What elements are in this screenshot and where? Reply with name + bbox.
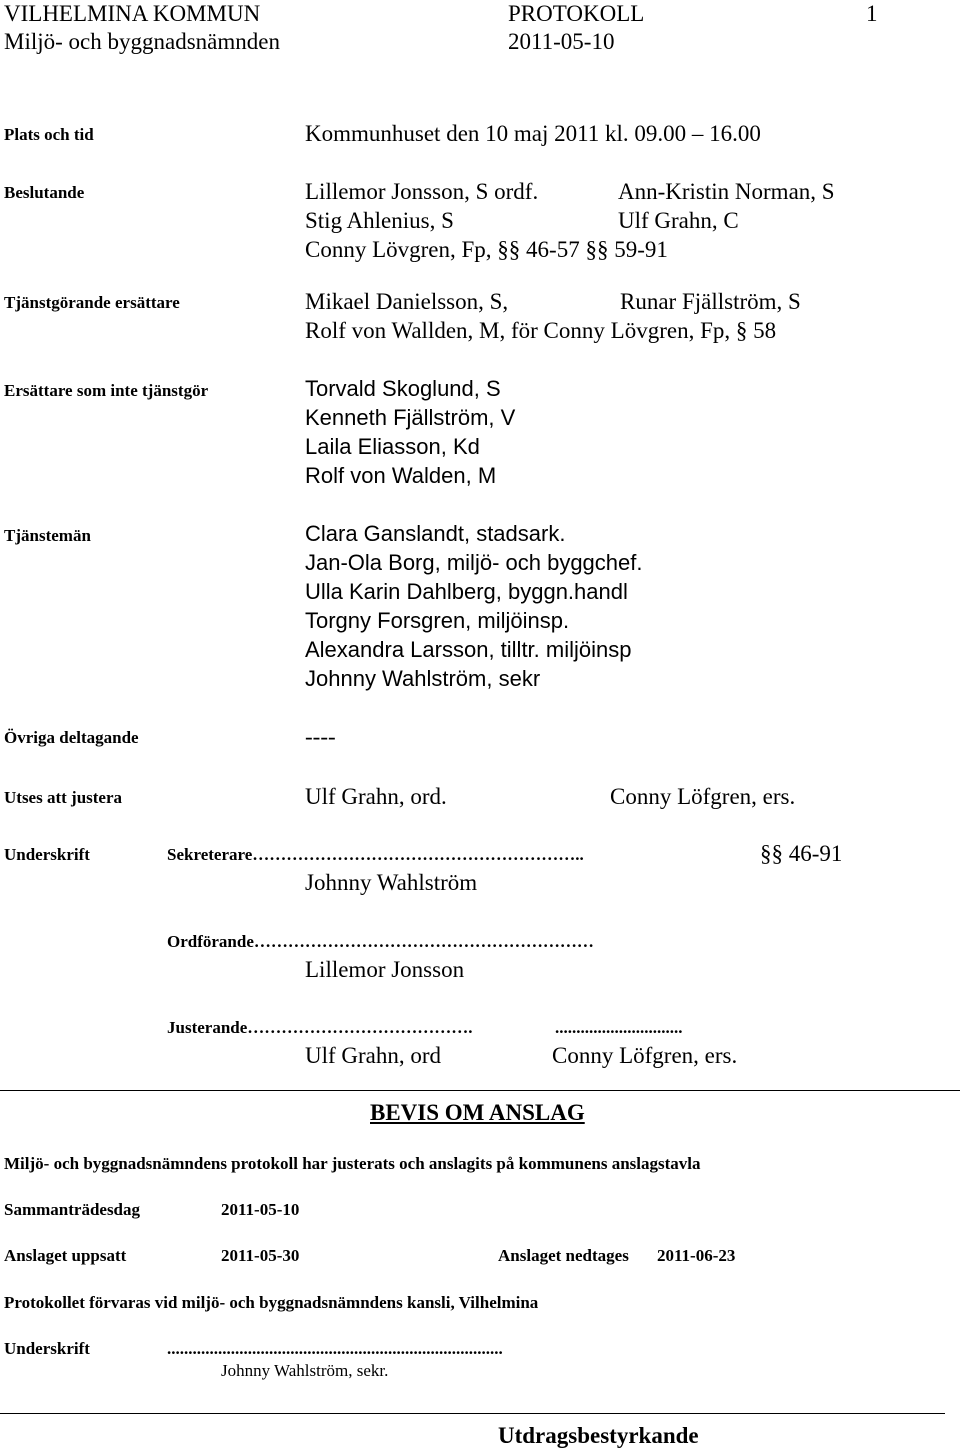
meeting-day-value: 2011-05-10 (221, 1200, 300, 1219)
footer-divider (0, 1413, 945, 1414)
notice-title: BEVIS OM ANSLAG (370, 1100, 585, 1125)
substitute-member: Mikael Danielsson, S, (305, 289, 509, 314)
meeting-day-label: Sammanträdesdag (4, 1200, 141, 1219)
notice-sign-label: Underskrift (4, 1339, 90, 1358)
secretary-name: Johnny Wahlström (305, 870, 478, 895)
adjuster-name: Ulf Grahn, ord (305, 1043, 442, 1068)
adjuster-sign-line: Justerande…………………………………. (167, 1018, 473, 1037)
certified-extract-title: Utdragsbestyrkande (498, 1423, 699, 1448)
notice-sign-name: Johnny Wahlström, sekr. (221, 1361, 389, 1380)
posted-label: Anslaget uppsatt (4, 1246, 127, 1265)
other-value: ---- (305, 724, 336, 749)
deciding-member: Lillemor Jonsson, S ordf. (305, 179, 539, 204)
official: Torgny Forsgren, miljöinsp. (305, 608, 570, 633)
deciding-label: Beslutande (4, 183, 85, 202)
chair-line: Ordförande…………………………………………………… (167, 932, 594, 951)
substitute-member: Rolf von Wallden, M, för Conny Lövgren, Fp, § 58 (305, 318, 777, 343)
notice-statement: Miljö- och byggnadsnämndens protokoll har justerats och anslagits på kommunens anslagstavla (4, 1154, 701, 1173)
deciding-member: Conny Lövgren, Fp, §§ 46-57 §§ 59-91 (305, 237, 668, 262)
officials-label: Tjänstemän (4, 526, 91, 545)
posted-value: 2011-05-30 (221, 1246, 300, 1265)
committee-name: Miljö- och byggnadsnämnden (4, 29, 280, 54)
official: Jan-Ola Borg, miljö- och byggchef. (305, 550, 643, 575)
kept-at: Protokollet förvaras vid miljö- och byggnadsnämndens kansli, Vilhelmina (4, 1293, 539, 1312)
official: Clara Ganslandt, stadsark. (305, 521, 566, 546)
official: Ulla Karin Dahlberg, byggn.handl (305, 579, 628, 604)
adjust-label: Utses att justera (4, 788, 123, 807)
deciding-member: Ulf Grahn, C (618, 208, 739, 233)
place-label: Plats och tid (4, 125, 94, 144)
org-name: VILHELMINA KOMMUN (4, 1, 261, 26)
adjuster-1: Ulf Grahn, ord. (305, 784, 447, 809)
non-serving-member: Rolf von Walden, M (305, 463, 497, 488)
adjuster-name: Conny Löfgren, ers. (552, 1043, 738, 1068)
page-number: 1 (866, 1, 878, 26)
substitutes-label: Tjänstgörande ersättare (4, 293, 180, 312)
removed-label: Anslaget nedtages (498, 1246, 629, 1265)
notice-sign-line: ............................................................................... (167, 1339, 503, 1358)
non-serving-member: Torvald Skoglund, S (305, 376, 501, 401)
chair-name: Lillemor Jonsson (305, 957, 465, 982)
non-serving-member: Laila Eliasson, Kd (305, 434, 480, 459)
official: Alexandra Larsson, tilltr. miljöinsp (305, 637, 632, 662)
substitute-member: Runar Fjällström, S (620, 289, 801, 314)
adjuster-sign-line: .............................. (555, 1018, 683, 1037)
secretary-sections: §§ 46-91 (760, 841, 843, 866)
deciding-member: Stig Ahlenius, S (305, 208, 454, 233)
signature-label: Underskrift (4, 845, 90, 864)
adjuster-2: Conny Löfgren, ers. (610, 784, 796, 809)
removed-value: 2011-06-23 (657, 1246, 736, 1265)
non-serving-label: Ersättare som inte tjänstgör (4, 381, 209, 400)
section-divider (0, 1090, 960, 1091)
secretary-line: Sekreterare………………………………………………….. (167, 845, 584, 864)
place-value: Kommunhuset den 10 maj 2011 kl. 09.00 – 16.00 (305, 121, 761, 146)
non-serving-member: Kenneth Fjällström, V (305, 405, 516, 430)
official: Johnny Wahlström, sekr (305, 666, 541, 691)
doc-type: PROTOKOLL (508, 1, 645, 26)
deciding-member: Ann-Kristin Norman, S (618, 179, 835, 204)
other-label: Övriga deltagande (4, 728, 139, 747)
header-date: 2011-05-10 (508, 29, 615, 54)
